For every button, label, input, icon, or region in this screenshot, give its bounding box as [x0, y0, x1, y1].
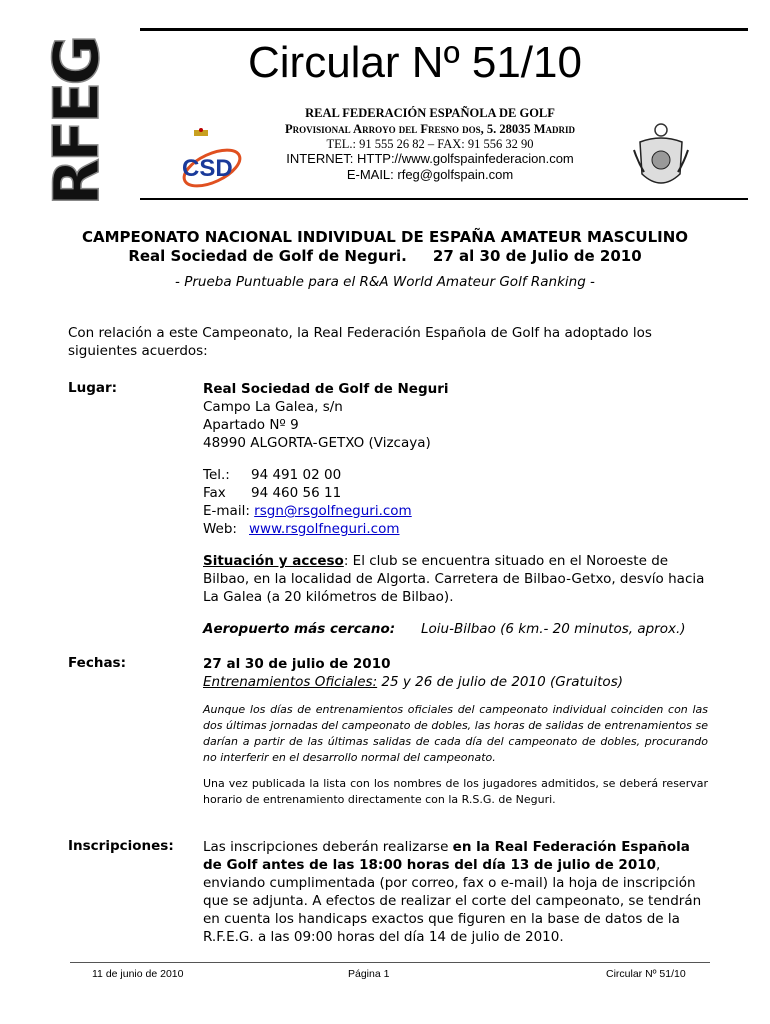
fechas-note-2: Una vez publicada la lista con los nombres de los jugadores admitidos, se deberá reservar horario de entrenamiento directamente con la R.S.G. de Neguri.	[203, 777, 708, 806]
footer-rule	[70, 962, 710, 963]
org-address: Provisional Arroyo del Fresno dos, 5. 28035 Madrid	[284, 122, 576, 136]
venue-name: Real Sociedad de Golf de Neguri	[203, 381, 449, 397]
venue-tel-row	[203, 466, 713, 484]
inscripciones-label: Inscripciones:	[68, 838, 174, 854]
intro-paragraph: Con relación a este Campeonato, la Real Federación Española de Golf ha adoptado los siguientes acuerdos:	[68, 325, 652, 359]
inscripciones-text-a: Las inscripciones deberán realizarse	[203, 839, 453, 855]
situacion-paragraph	[203, 552, 713, 606]
fechas-dates: 27 al 30 de julio de 2010	[203, 656, 391, 672]
aeropuerto-row	[203, 620, 713, 638]
coat-of-arms-icon	[630, 122, 692, 194]
inscripciones-paragraph	[203, 838, 713, 946]
email-label: E-mail:	[203, 503, 250, 519]
fechas-section	[203, 655, 713, 691]
fechas-note-1: Aunque los días de entrenamientos oficiales del campeonato individual coinciden con las dos últimas jornadas del campeonato de dobles, las horas de salidas de entrenamientos se darían a partir de las últimas salidas de cada día del campeonato de dobles, procurando no interferir en el desarrollo normal del campeonato.	[203, 703, 708, 764]
web-label: Web:	[203, 521, 237, 537]
crown-icon	[194, 128, 208, 136]
org-email: E-MAIL: rfeg@golfspain.com	[346, 167, 514, 182]
inscripciones-text-bold: en la Real Federación Española de Golf antes de las 18:00 horas del día 13 de julio de 2010	[203, 839, 690, 873]
web-link[interactable]: www.rsgolfneguri.com	[249, 521, 400, 537]
entrenamientos-label: Entrenamientos Oficiales:	[203, 674, 378, 690]
entrenamientos-text: 25 y 26 de julio de 2010 (Gratuitos)	[377, 674, 623, 690]
footer-circular: Circular Nº 51/10	[606, 968, 686, 980]
venue-address-2: Apartado Nº 9	[203, 417, 299, 433]
situacion-label: Situación y acceso	[203, 553, 344, 569]
org-name: REAL FEDERACIÓN ESPAÑOLA DE GOLF	[305, 106, 555, 120]
footer-page: Página 1	[348, 968, 390, 980]
email-link[interactable]: rsgn@rsgolfneguri.com	[254, 503, 412, 519]
footer-date: 11 de junio de 2010	[92, 968, 184, 980]
aeropuerto-label: Aeropuerto más cercano:	[203, 621, 396, 637]
championship-title: CAMPEONATO NACIONAL INDIVIDUAL DE ESPAÑA AMATEUR MASCULINO	[81, 228, 689, 246]
inscripciones-text-b: , enviando cumplimentada (por correo, fax o e-mail) la hoja de inscripción que se adjunta. A efectos de realizar el corte del campeonato, se tendrán en cuenta los handicaps exactos que figuren en la base de datos de la R.F.E.G. a las 09:00 horas del día 14 de julio de 2010.	[203, 857, 702, 945]
fax-label: Fax	[203, 485, 226, 501]
csd-logo	[178, 128, 246, 194]
championship-subtitle: - Prueba Puntuable para el R&A World Amateur Golf Ranking -	[175, 274, 595, 290]
org-phone-fax: TEL.: 91 555 26 82 – FAX: 91 556 32 90	[326, 137, 534, 151]
lugar-label: Lugar:	[68, 380, 118, 396]
lugar-section	[203, 380, 713, 638]
entrenamientos-row	[203, 673, 713, 691]
rfeg-logo-text: RFEG	[40, 38, 113, 206]
header-bottom-rule	[140, 198, 748, 200]
fechas-label: Fechas:	[68, 655, 126, 671]
csd-logo-text: CSD	[182, 155, 233, 182]
venue-address-3: 48990 ALGORTA-GETXO (Vizcaya)	[203, 435, 431, 451]
org-internet: INTERNET: HTTP://www.golfspainfederacion.com	[286, 151, 574, 166]
fax-value: 94 460 56 11	[251, 485, 342, 501]
situacion-text: : El club se encuentra situado en el Noroeste de Bilbao, en la localidad de Algorta. Carretera de Bilbao-Getxo, desvío hacia La Galea (a 20 kilómetros de Bilbao).	[203, 553, 705, 605]
tel-label: Tel.:	[203, 467, 230, 483]
header-top-rule	[140, 28, 748, 31]
circular-title: Circular Nº 51/10	[248, 38, 582, 87]
championship-venue-dates: Real Sociedad de Golf de Neguri. 27 al 30 de Julio de 2010	[128, 247, 642, 265]
tel-value: 94 491 02 00	[251, 467, 342, 483]
venue-address-1: Campo La Galea, s/n	[203, 399, 343, 415]
venue-web-row	[203, 520, 713, 538]
aeropuerto-text: Loiu-Bilbao (6 km.- 20 minutos, aprox.)	[421, 621, 686, 637]
venue-fax-row	[203, 484, 713, 502]
venue-email-row	[203, 502, 713, 520]
